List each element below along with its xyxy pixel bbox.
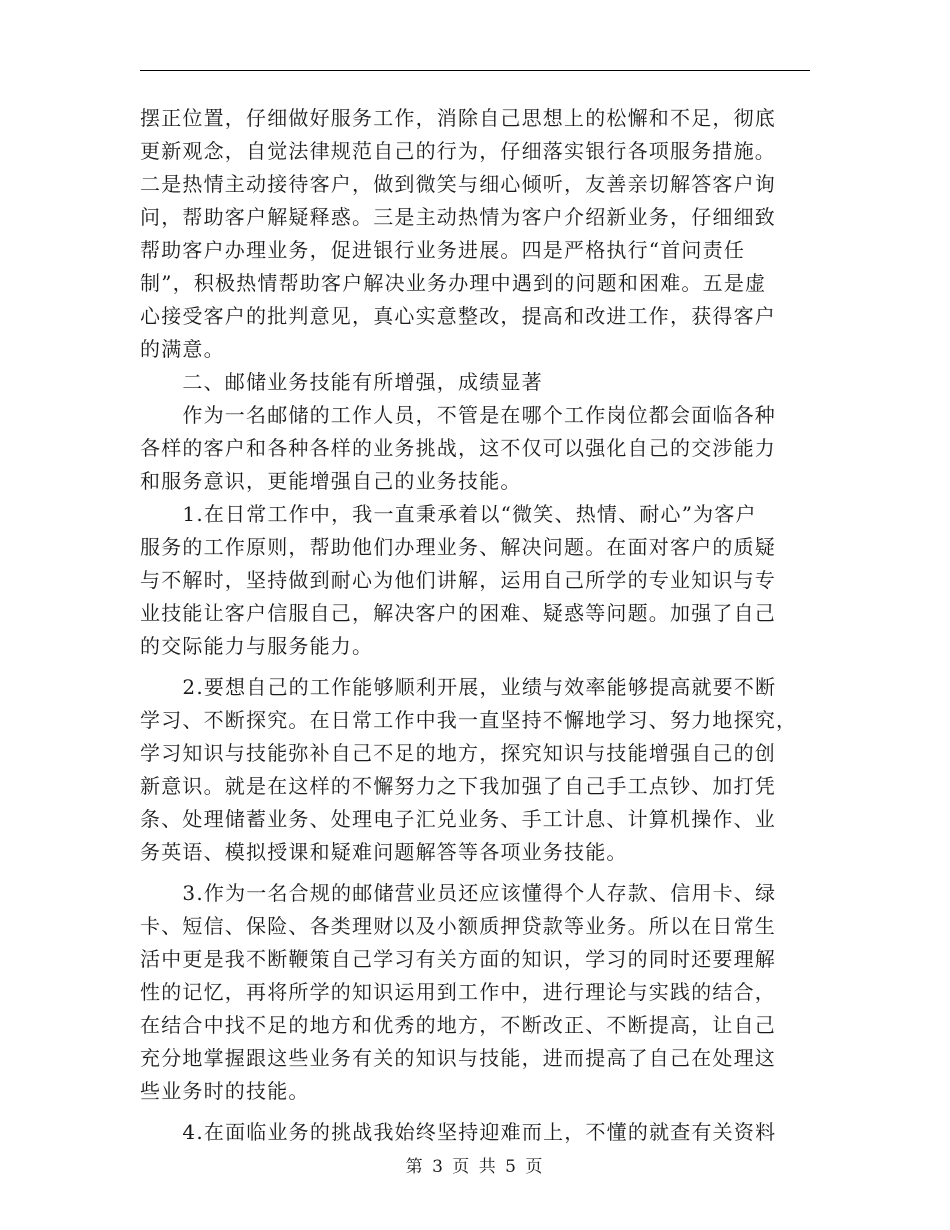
text-line: 新意识。就是在这样的不懈努力之下我加强了自己手工点钞、加打凭	[140, 774, 776, 798]
section-heading: 二、邮储业务技能有所增强，成绩显著	[140, 370, 543, 394]
text-line: 学习、不断探究。在日常工作中我一直坚持不懈地学习、努力地探究，	[140, 708, 798, 732]
text-line: 更新观念，自觉法律规范自己的行为，仔细落实银行各项服务措施。	[140, 139, 776, 163]
text-line: 在结合中找不足的地方和优秀的地方，不断改正、不断提高，让自己	[140, 1013, 776, 1037]
text-line: 活中更是我不断鞭策自己学习有关方面的知识，学习的同时还要理解	[140, 947, 776, 971]
text-line: 业技能让客户信服自己，解决客户的困难、疑惑等问题。加强了自己	[140, 601, 776, 625]
text-line: 与不解时，坚持做到耐心为他们讲解，运用自己所学的专业知识与专	[140, 568, 776, 592]
text-line: 4.在面临业务的挑战我始终坚持迎难而上，不懂的就查有关资料	[140, 1120, 777, 1144]
text-line: 二是热情主动接待客户，做到微笑与细心倾听，友善亲切解答客户询	[140, 172, 776, 196]
text-line: 的满意。	[140, 337, 225, 361]
text-line: 些业务时的技能。	[140, 1079, 310, 1103]
text-line: 充分地掌握跟这些业务有关的知识与技能，进而提高了自己在处理这	[140, 1046, 776, 1070]
text-line: 制”，积极热情帮助客户解决业务办理中遇到的问题和困难。五是虚	[140, 271, 767, 295]
text-line: 学习知识与技能弥补自己不足的地方，探究知识与技能增强自己的创	[140, 741, 776, 765]
text-line: 卡、短信、保险、各类理财以及小额质押贷款等业务。所以在日常生	[140, 914, 776, 938]
text-line: 性的记忆，再将所学的知识运用到工作中，进行理论与实践的结合，	[140, 980, 776, 1004]
text-line: 摆正位置，仔细做好服务工作，消除自己思想上的松懈和不足，彻底	[140, 106, 776, 130]
text-line: 作为一名邮储的工作人员，不管是在哪个工作岗位都会面临各种	[140, 403, 776, 427]
text-line: 条、处理储蓄业务、处理电子汇兑业务、手工计息、计算机操作、业	[140, 807, 776, 831]
text-line: 3.作为一名合规的邮储营业员还应该懂得个人存款、信用卡、绿	[140, 881, 777, 905]
text-line: 的交际能力与服务能力。	[140, 634, 374, 658]
document-body	[140, 102, 800, 1149]
text-line: 1.在日常工作中，我一直秉承着以“微笑、热情、耐心”为客户	[140, 502, 757, 526]
header-rule	[140, 70, 810, 71]
text-line: 服务的工作原则，帮助他们办理业务、解决问题。在面对客户的质疑	[140, 535, 776, 559]
page-number: 第 3 页 共 5 页	[405, 1157, 545, 1177]
text-line: 帮助客户办理业务，促进银行业务进展。四是严格执行“首问责任	[140, 238, 746, 262]
text-line: 各样的客户和各种各样的业务挑战，这不仅可以强化自己的交涉能力	[140, 436, 776, 460]
text-line: 和服务意识，更能增强自己的业务技能。	[140, 469, 522, 493]
text-line: 务英语、模拟授课和疑难问题解答等各项业务技能。	[140, 840, 628, 864]
text-line: 2.要想自己的工作能够顺利开展，业绩与效率能够提高就要不断	[140, 675, 777, 699]
text-line: 心接受客户的批判意见，真心实意整改，提高和改进工作，获得客户	[140, 304, 776, 328]
text-line: 问，帮助客户解疑释惑。三是主动热情为客户介绍新业务，仔细细致	[140, 205, 776, 229]
